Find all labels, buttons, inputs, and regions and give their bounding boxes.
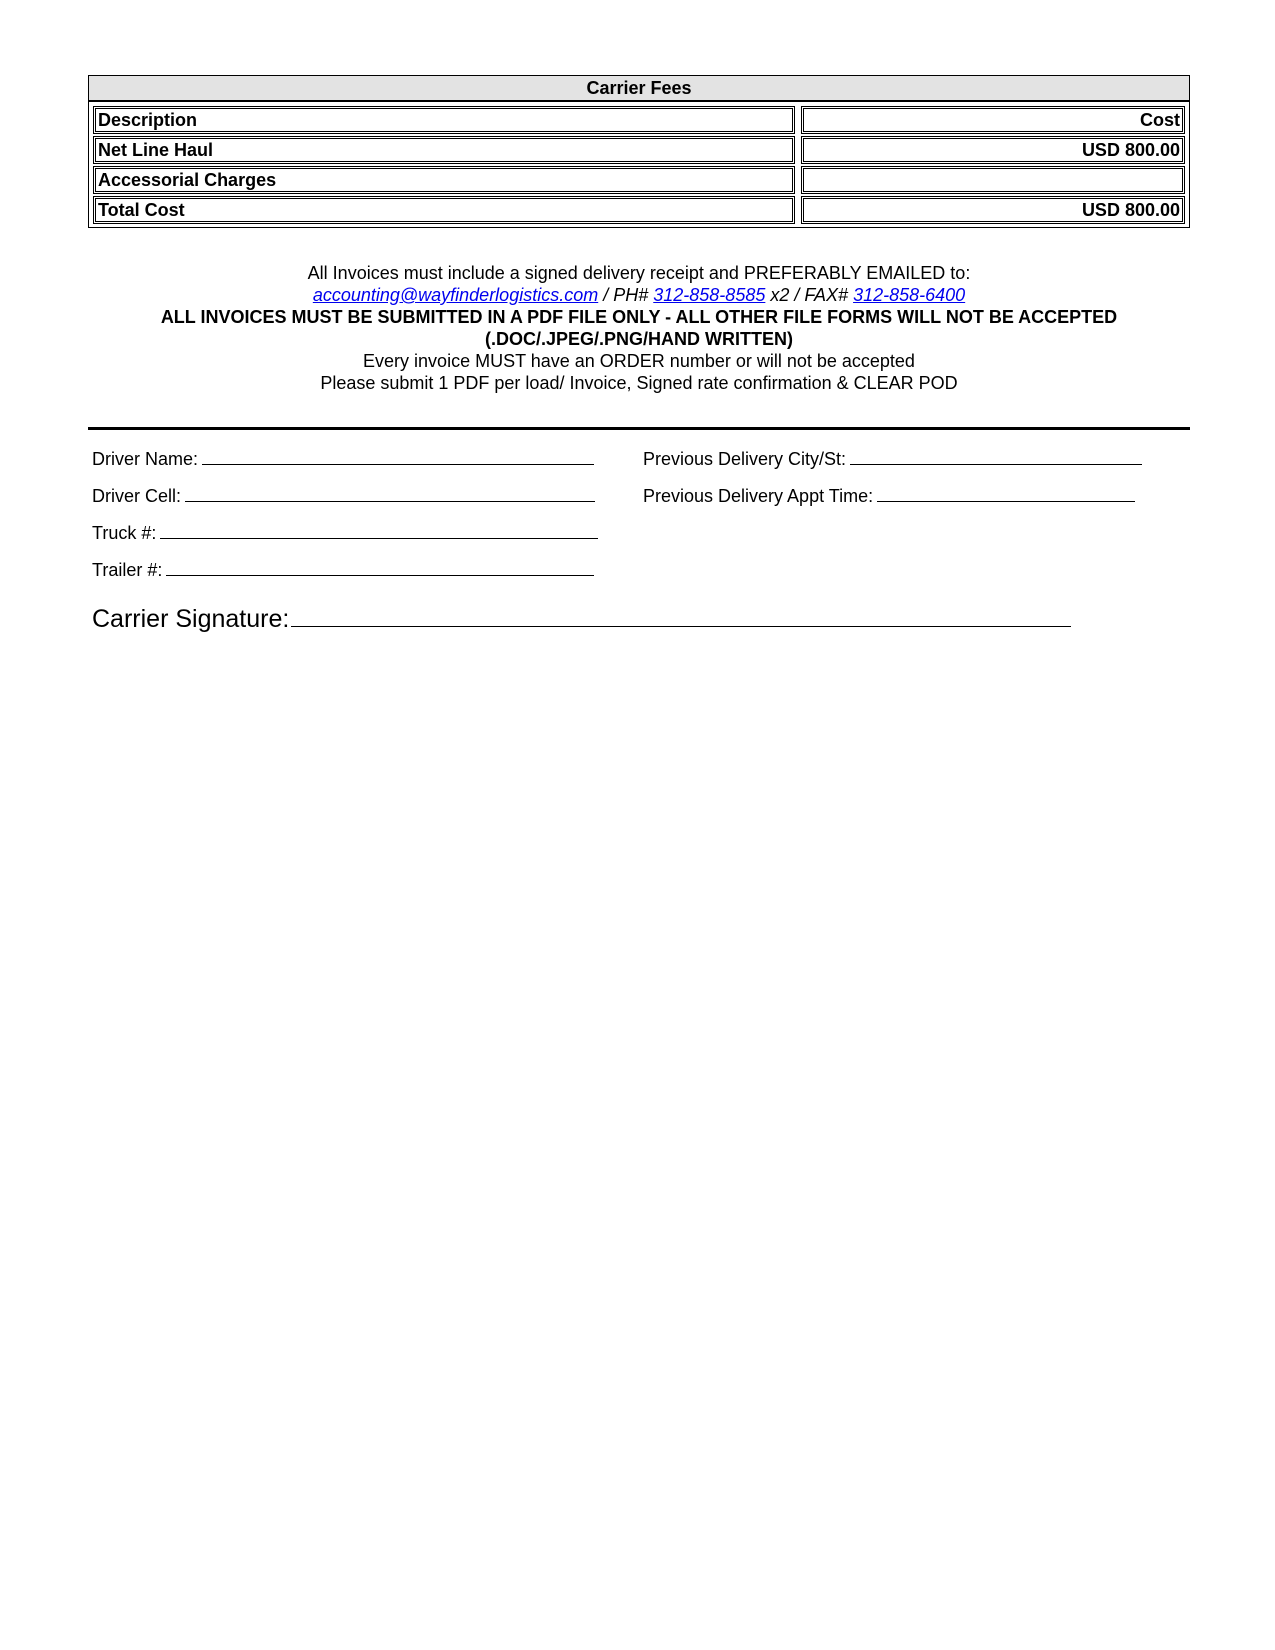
truck-number-field[interactable]: [92, 520, 598, 544]
driver-name-field[interactable]: [92, 446, 594, 470]
previous-delivery-appt-line[interactable]: [877, 483, 1135, 502]
cost-header: Cost: [801, 106, 1185, 134]
submission-notice: Please submit 1 PDF per load/ Invoice, Signed rate confirmation & CLEAR POD: [320, 373, 958, 393]
phone-link[interactable]: 312-858-8585: [653, 285, 766, 305]
driver-cell-line[interactable]: [185, 483, 595, 502]
fax-label: x2 / FAX#: [765, 285, 854, 305]
trailer-number-label: Trailer #:: [92, 560, 163, 580]
carrier-fees-title: Carrier Fees: [89, 76, 1189, 102]
table-row: [93, 135, 1185, 165]
email-link[interactable]: accounting@wayfinderlogistics.com: [312, 285, 599, 305]
fax-link[interactable]: 312-858-6400: [853, 285, 966, 305]
contact-line: [88, 284, 1190, 306]
fee-description: Total Cost: [93, 196, 795, 224]
previous-delivery-city-label: Previous Delivery City/St:: [643, 449, 847, 469]
invoice-notice: [88, 262, 1190, 394]
truck-number-label: Truck #:: [92, 523, 157, 543]
previous-delivery-city-field[interactable]: [643, 446, 1142, 470]
notice-line: All Invoices must include a signed delivery receipt and PREFERABLY EMAILED to:: [307, 263, 971, 283]
carrier-signature-field[interactable]: [92, 602, 1071, 634]
carrier-fees-table: [88, 75, 1190, 228]
previous-delivery-appt-field[interactable]: [643, 483, 1135, 507]
table-row: [93, 195, 1185, 225]
fee-cost: USD 800.00: [801, 136, 1185, 164]
previous-delivery-city-line[interactable]: [850, 446, 1142, 465]
section-divider: [88, 427, 1190, 430]
trailer-number-field[interactable]: [92, 557, 594, 581]
fee-description: Net Line Haul: [93, 136, 795, 164]
trailer-number-line[interactable]: [166, 557, 594, 576]
carrier-signature-line[interactable]: [291, 602, 1071, 627]
fee-cost: [801, 166, 1185, 194]
phone-label: / PH#: [598, 285, 654, 305]
carrier-signature-label: Carrier Signature:: [92, 605, 290, 633]
pdf-requirement: ALL INVOICES MUST BE SUBMITTED IN A PDF FILE ONLY - ALL OTHER FILE FORMS WILL NOT BE ACCEPTED: [160, 307, 1118, 327]
rejected-formats: (.DOC/.JPEG/.PNG/HAND WRITTEN): [484, 329, 793, 349]
driver-cell-label: Driver Cell:: [92, 486, 182, 506]
fee-cost: USD 800.00: [801, 196, 1185, 224]
driver-cell-field[interactable]: [92, 483, 595, 507]
driver-name-line[interactable]: [202, 446, 594, 465]
driver-name-label: Driver Name:: [92, 449, 199, 469]
truck-number-line[interactable]: [160, 520, 598, 539]
fee-description: Accessorial Charges: [93, 166, 795, 194]
previous-delivery-appt-label: Previous Delivery Appt Time:: [643, 486, 874, 506]
table-row: [93, 105, 1185, 135]
description-header: Description: [93, 106, 795, 134]
order-number-notice: Every invoice MUST have an ORDER number or will not be accepted: [363, 351, 915, 371]
table-row: [93, 165, 1185, 195]
